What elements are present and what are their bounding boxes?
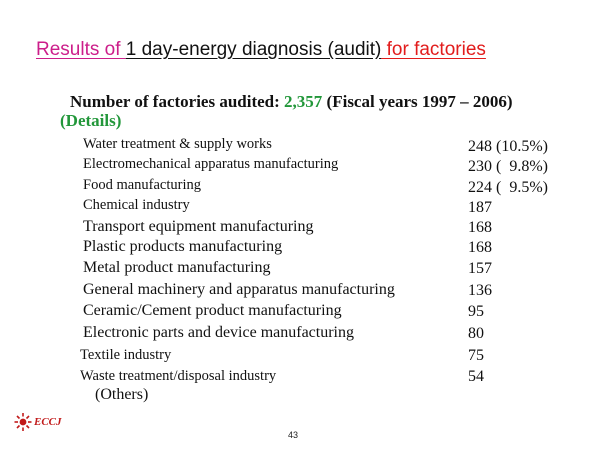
page-number: 43: [288, 430, 299, 440]
industry-label: Food manufacturing: [83, 177, 201, 193]
industry-label: Chemical industry: [83, 197, 190, 213]
industry-label: Metal product manufacturing: [83, 259, 271, 276]
industry-value: 168: [468, 219, 492, 236]
industry-label: (Others): [95, 386, 149, 403]
industry-value: 136: [468, 282, 492, 299]
industry-label: Transport equipment manufacturing: [83, 218, 314, 235]
industry-label: Electronic parts and device manufacturing: [83, 324, 354, 341]
industry-label: General machinery and apparatus manufacturing: [83, 281, 395, 298]
title-part-2: 1 day-energy diagnosis (audit): [125, 39, 382, 60]
industry-value: 230 ( 9.8%): [468, 158, 548, 175]
industry-value: 75: [468, 347, 484, 364]
industry-value: 248 (10.5%): [468, 138, 548, 155]
sunburst-logo-icon: [14, 410, 32, 434]
industry-value: 187: [468, 199, 492, 216]
industry-label: Textile industry: [80, 347, 172, 363]
industry-label: Waste treatment/disposal industry: [80, 368, 277, 384]
title-part-3: for factories: [381, 39, 486, 60]
slide-title: [36, 38, 486, 62]
industry-value: 224 ( 9.5%): [468, 179, 548, 196]
industry-value: 54: [468, 368, 484, 385]
industry-label: Electromechanical apparatus manufacturing: [83, 156, 339, 172]
industry-value: 157: [468, 260, 492, 277]
summary-period: (Fiscal years 1997 – 2006): [322, 92, 513, 111]
title-part-1: Results of: [36, 39, 126, 60]
industry-label: Water treatment & supply works: [83, 136, 272, 152]
logo-text: ECCJ: [34, 416, 62, 428]
audit-summary: [70, 92, 513, 112]
industry-value: 95: [468, 303, 484, 320]
details-heading: (Details): [60, 111, 122, 130]
summary-label: Number of factories audited:: [70, 92, 285, 111]
industry-label: Plastic products manufacturing: [83, 238, 283, 255]
eccj-logo: [14, 410, 74, 434]
industry-label: Ceramic/Cement product manufacturing: [83, 302, 342, 319]
industry-value: 168: [468, 239, 492, 256]
industry-value: 80: [468, 325, 484, 342]
summary-count: 2,357: [284, 92, 323, 111]
